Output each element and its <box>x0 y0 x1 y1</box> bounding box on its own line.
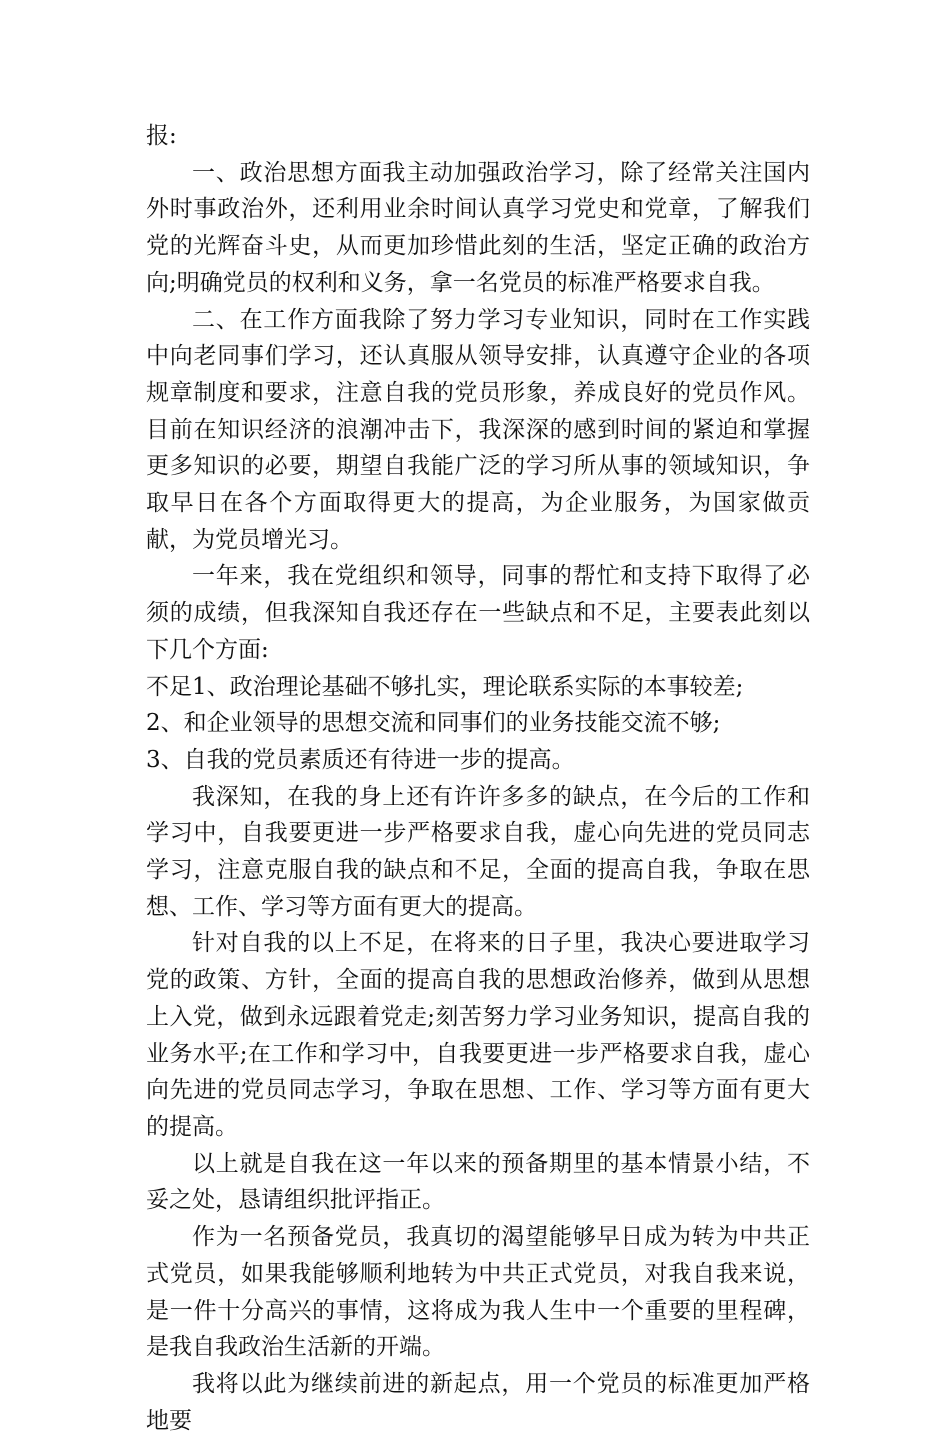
document-body <box>146 118 810 1439</box>
list-item-shortcoming-3: 3、自我的党员素质还有待进一步的提高。 <box>146 746 575 773</box>
paragraph-aspiration: 作为一名预备党员，我真切的渴望能够早日成为转为中共正式党员，如果我能够顺利地转为中共正式党员，对我自我来说，是一件十分高兴的事情，这将成为我人生中一个重要的里程碑，是我自我政治生活新的开端。 <box>146 1224 810 1361</box>
paragraph-continuation: 报: <box>146 123 177 149</box>
paragraph-conclusion: 以上就是自我在这一年以来的预备期里的基本情景小结，不妥之处，恳请组织批评指正。 <box>146 1150 810 1214</box>
paragraph-new-start: 我将以此为继续前进的新起点，用一个党员的标准更加严格地要 <box>146 1370 810 1434</box>
paragraph-work: 二、在工作方面我除了努力学习专业知识，同时在工作实践中向老同事们学习，还认真服从领导安排，认真遵守企业的各项规章制度和要求，注意自我的党员形象，养成良好的党员作风。目前在知识经济的浪潮冲击下，我深深的感到时间的紧迫和掌握更多知识的必要，期望自我能广泛的学习所从事的领域知识，争取早日在各个方面取得更大的提高，为企业服务，为国家做贡献，为党员增光习。 <box>146 306 810 553</box>
list-item-shortcoming-2: 2、和企业领导的思想交流和同事们的业务技能交流不够; <box>146 710 721 737</box>
paragraph-improvement-plan: 针对自我的以上不足，在将来的日子里，我决心要进取学习党的政策、方针，全面的提高自我的思想政治修养，做到从思想上入党，做到永远跟着党走;刻苦努力学习业务知识，提高自我的业务水平;在工作和学习中，自我要更进一步严格要求自我，虚心向先进的党员同志学习，争取在思想、工作、学习等方面有更大的提高。 <box>146 930 810 1140</box>
paragraph-year-summary: 一年来，我在党组织和领导，同事的帮忙和支持下取得了必须的成绩，但我深知自我还存在一些缺点和不足，主要表此刻以下几个方面: <box>146 563 810 663</box>
paragraph-self-awareness: 我深知，在我的身上还有许许多多的缺点，在今后的工作和学习中，自我要更进一步严格要求自我，虚心向先进的党员同志学习，注意克服自我的缺点和不足，全面的提高自我，争取在思想、工作、学习等方面有更大的提高。 <box>146 783 810 920</box>
list-item-shortcoming-1: 不足1、政治理论基础不够扎实，理论联系实际的本事较差; <box>146 673 744 700</box>
paragraph-political-thought: 一、政治思想方面我主动加强政治学习，除了经常关注国内外时事政治外，还利用业余时间认真学习党史和党章，了解我们党的光辉奋斗史，从而更加珍惜此刻的生活，坚定正确的政治方向;明确党员的权利和义务，拿一名党员的标准严格要求自我。 <box>146 159 810 296</box>
